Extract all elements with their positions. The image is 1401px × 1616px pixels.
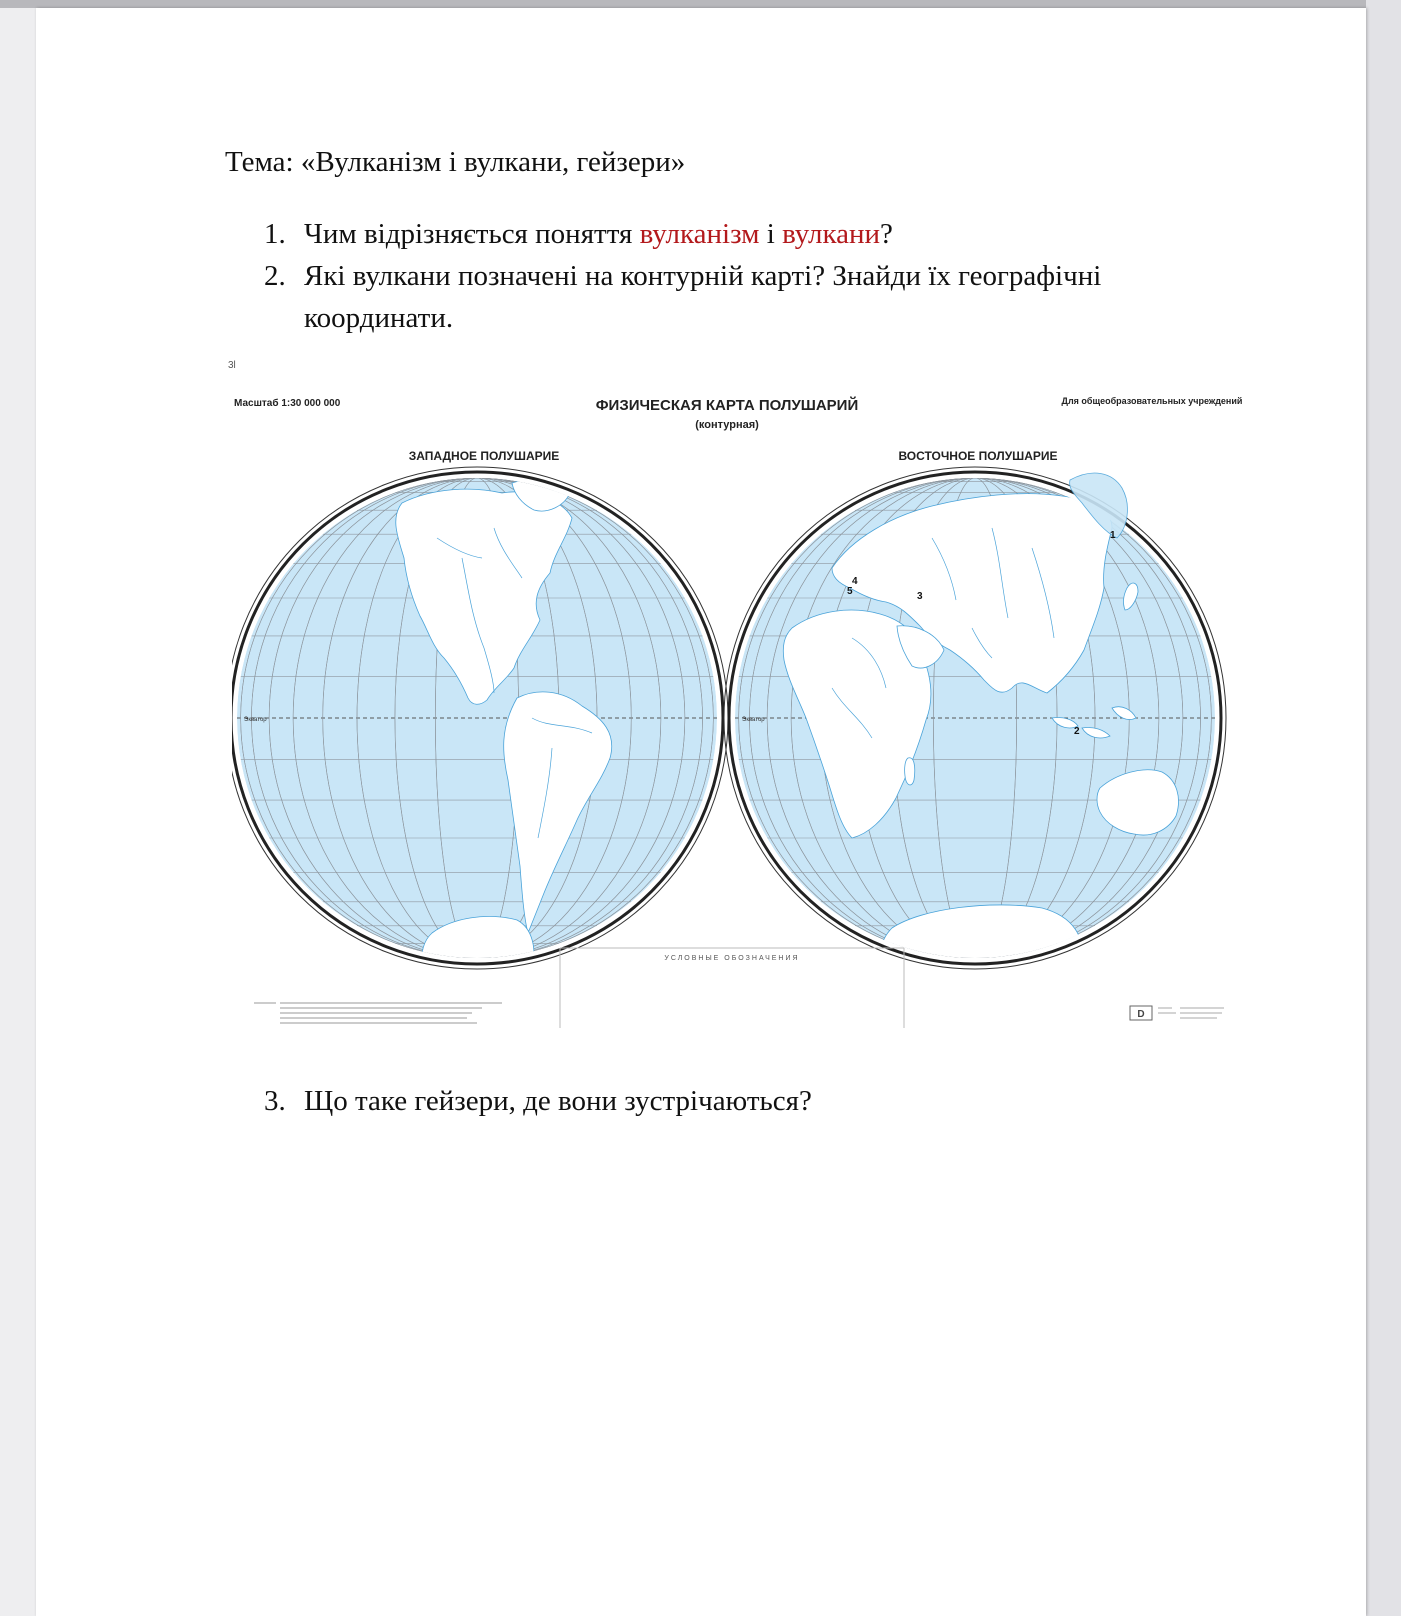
stray-mark: 3l <box>228 360 236 371</box>
question-text: Що таке гейзери, де вони зустрічаються? <box>304 1085 812 1117</box>
madagascar-land <box>905 758 915 785</box>
western-hemisphere-title: ЗАПАДНОЕ ПОЛУШАРИЕ <box>408 449 560 463</box>
map-title: ФИЗИЧЕСКАЯ КАРТА ПОЛУШАРИЙ <box>595 397 859 414</box>
fine-print <box>254 1003 502 1023</box>
term-volcanoes: вулкани <box>782 218 881 250</box>
question-number: 2. <box>264 260 286 292</box>
equator-label-east: Экватор <box>742 717 765 723</box>
document-page <box>36 8 1366 1616</box>
publisher-logo <box>1130 1006 1224 1020</box>
legend-box <box>560 948 904 1028</box>
volcano-marker-5: 5 <box>847 586 853 597</box>
topic-heading: Тема: «Вулканізм і вулкани, гейзери» <box>225 146 686 178</box>
western-hemisphere <box>232 467 728 969</box>
equator-label-west: Экватор <box>244 717 267 723</box>
volcano-marker-3: 3 <box>917 591 923 602</box>
legend-title: УСЛОВНЫЕ ОБОЗНАЧЕНИЯ <box>664 955 800 962</box>
question-1-mark: ? <box>880 218 893 250</box>
volcano-marker-4: 4 <box>852 576 858 587</box>
volcano-marker-1: 1 <box>1110 530 1116 541</box>
map-scale: Масштаб 1:30 000 000 <box>234 398 341 409</box>
question-text-line-1: Які вулкани позначені на контурній карті? Знайди їх географічні <box>304 260 1102 292</box>
map-audience: Для общеобразовательных учреждений <box>1061 396 1243 406</box>
question-number: 3. <box>264 1085 286 1117</box>
map-subtitle: (контурная) <box>695 419 759 431</box>
volcano-marker-2: 2 <box>1074 726 1080 737</box>
viewer-top-bar <box>0 0 1401 8</box>
question-1-conjunction: і <box>759 218 783 250</box>
svg-text:D: D <box>1137 1009 1145 1020</box>
eastern-hemisphere <box>724 467 1226 969</box>
contour-map <box>232 388 1302 1058</box>
question-number: 1. <box>264 218 286 250</box>
eastern-hemisphere-title: ВОСТОЧНОЕ ПОЛУШАРИЕ <box>898 449 1058 463</box>
question-text <box>304 213 893 255</box>
question-1-part: Чим відрізняється поняття <box>304 218 640 250</box>
term-volcanism: вулканізм <box>639 218 760 250</box>
question-text-line-2: координати. <box>304 302 454 334</box>
viewer-right-margin <box>1366 0 1401 1616</box>
